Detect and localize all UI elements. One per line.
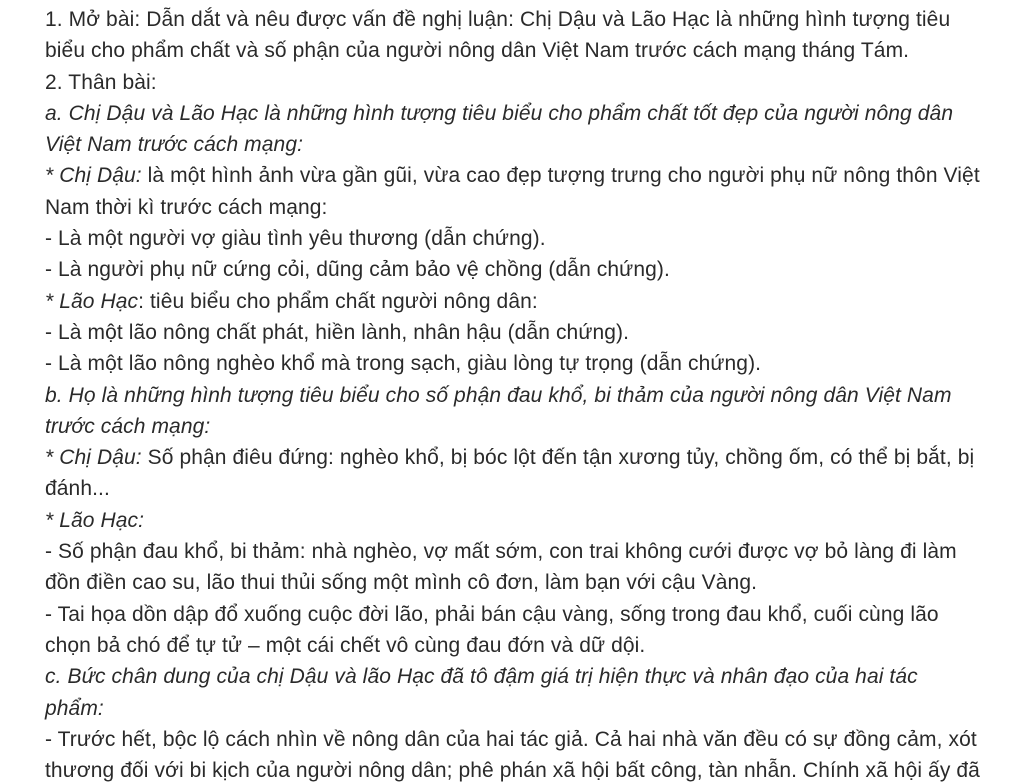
text-line [45, 129, 945, 160]
text-line [45, 192, 945, 223]
text-line [45, 348, 945, 379]
text-line [45, 317, 945, 348]
text-line [45, 473, 945, 504]
italic-text-run: trước cách mạng: [45, 414, 211, 438]
italic-text-run: b. Họ là những hình tượng tiêu biểu cho số phận đau khổ, bi thảm của người nông dân Việt Nam [45, 383, 952, 407]
text-run: thương đối với bi kịch của người nông dân; phê phán xã hội bất công, tàn nhẫn. Chính xã hội ấy đã [45, 759, 980, 783]
text-run: : tiêu biểu cho phẩm chất người nông dân: [138, 289, 538, 313]
text-run: đánh... [45, 477, 110, 501]
text-run: - Là một người vợ giàu tình yêu thương (dẫn chứng). [45, 227, 546, 251]
text-run: đồn điền cao su, lão thui thủi sống một mình cô đơn, làm bạn với cậu Vàng. [45, 571, 758, 595]
text-line [45, 4, 951, 35]
text-line [45, 755, 980, 784]
text-line [45, 411, 945, 442]
text-run: Nam thời kì trước cách mạng: [45, 195, 328, 219]
text-line [45, 567, 945, 598]
text-line [45, 254, 945, 285]
text-line [45, 693, 945, 724]
italic-text-run: * Chị Dậu: [45, 446, 142, 470]
text-line [45, 536, 957, 567]
text-line [45, 380, 952, 411]
text-line [45, 35, 945, 66]
text-run: - Là một lão nông chất phát, hiền lành, nhân hậu (dẫn chứng). [45, 320, 630, 344]
document-text [45, 4, 980, 784]
text-line [45, 160, 980, 191]
text-run: biểu cho phẩm chất và số phận của người nông dân Việt Nam trước cách mạng tháng Tám. [45, 39, 910, 63]
text-run: - Trước hết, bộc lộ cách nhìn về nông dân của hai tác giả. Cả hai nhà văn đều có sự đồng cảm, xót [45, 727, 977, 751]
italic-text-run: c. Bức chân dung của chị Dậu và lão Hạc đã tô đậm giá trị hiện thực và nhân đạo của hai tác [45, 665, 918, 689]
text-line [45, 724, 977, 755]
text-run: - Là một lão nông nghèo khổ mà trong sạch, giàu lòng tự trọng (dẫn chứng). [45, 352, 762, 376]
text-run: 2. Thân bài: [45, 70, 157, 94]
text-line [45, 630, 945, 661]
italic-text-run: a. Chị Dậu và Lão Hạc là những hình tượng tiêu biểu cho phẩm chất tốt đẹp của người nông dân [45, 101, 954, 125]
text-line [45, 223, 945, 254]
text-run: chọn bả chó để tự tử – một cái chết vô cùng đau đớn và dữ dội. [45, 633, 646, 657]
text-run: Số phận điêu đứng: nghèo khổ, bị bóc lột đến tận xương tủy, chồng ốm, có thể bị bắt, bị [141, 446, 975, 470]
text-line [45, 442, 975, 473]
text-line [45, 599, 945, 630]
italic-text-run: * Lão Hạc: [45, 508, 145, 532]
italic-text-run: * Chị Dậu: [45, 164, 142, 188]
text-run: - Tai họa dồn dập đổ xuống cuộc đời lão, phải bán cậu vàng, sống trong đau khổ, cuối cùng lão [45, 602, 939, 626]
italic-text-run: phẩm: [45, 696, 104, 720]
text-line [45, 67, 945, 98]
text-line [45, 286, 945, 317]
text-run: - Số phận đau khổ, bi thảm: nhà nghèo, vợ mất sớm, con trai không cưới được vợ bỏ làng đi làm [45, 540, 957, 564]
text-run: 1. Mở bài: Dẫn dắt và nêu được vấn đề nghị luận: Chị Dậu và Lão Hạc là những hình tượng tiêu [45, 8, 951, 31]
text-run: là một hình ảnh vừa gần gũi, vừa cao đẹp tượng trưng cho người phụ nữ nông thôn Việt [141, 164, 980, 188]
text-line [45, 661, 945, 692]
italic-text-run: Việt Nam trước cách mạng: [45, 133, 304, 157]
text-line [45, 98, 954, 129]
text-line [45, 505, 945, 536]
text-run: - Là người phụ nữ cứng cỏi, dũng cảm bảo vệ chồng (dẫn chứng). [45, 258, 670, 282]
italic-text-run: * Lão Hạc [45, 289, 139, 313]
